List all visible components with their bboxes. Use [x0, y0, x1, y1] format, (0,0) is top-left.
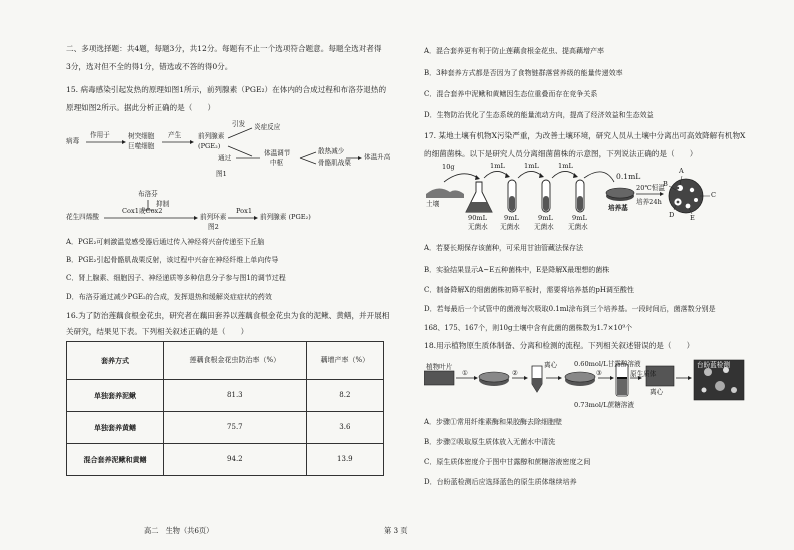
q18-figure: [424, 358, 764, 410]
left-column: [66, 0, 391, 550]
fig-culture-temp: 20℃恒温: [636, 184, 665, 192]
fig2-enzyme1: Cox1或Cox2: [122, 207, 163, 215]
fig1-inflammation: 炎症反应: [254, 123, 281, 131]
fig-tube2-label: 无菌水: [534, 223, 554, 231]
q17-figure: [424, 162, 764, 240]
q18-option-b: B．步骤②吸取原生质体放入无菌水中清洗: [424, 438, 556, 446]
fig-step3: ③: [596, 369, 602, 377]
section2-line2: 3分，选对但不全的得1分，错选或不答的得0分。: [66, 62, 233, 71]
q18-option-c: C．原生质体密度介于图中甘露醇和蔗糖溶液密度之间: [424, 458, 591, 466]
table-cell: 75.7: [164, 412, 307, 444]
q15-stem-line2: 原理如图2所示。据此分析正确的是（ ）: [66, 103, 216, 112]
q16-option-a: A．混合套养更有利于防止莲藕食根金花虫、提高藕增产率: [424, 47, 605, 55]
fig1-thermo: 体温调节: [264, 149, 291, 157]
q16-stem-line2: 关研究，结果见下表。下列相关叙述正确的是（ ）: [66, 327, 249, 336]
fig-centrifuge1: 离心: [544, 361, 558, 369]
table-header-cell: 莲藕食根金花虫防治率（%）: [164, 342, 307, 380]
fig1-pge-formula: (PGE₂): [198, 142, 221, 150]
q18-stem: 18.用示植物原生质体制备、分离和检测的流程。下列相关叙述错误的是（ ）: [424, 341, 695, 350]
table-cell: 94.2: [164, 444, 307, 476]
table-cell: 单独套养泥鳅: [67, 380, 164, 412]
table-cell: 81.3: [164, 380, 307, 412]
fig-tube3-volume: 9mL: [572, 214, 587, 222]
fig2-drug: 布洛芬: [138, 190, 158, 198]
fig-tube2-volume: 9mL: [538, 214, 553, 222]
fig-colony-c: C: [711, 191, 717, 199]
fig-sucrose1: 0.60mol/L甘露醇溶液: [574, 360, 641, 368]
q17-option-d-cont: 168、175、167个，则10g土壤中含有此菌的菌株数为1.7×10⁹个: [424, 324, 633, 332]
fig-colony-e: E: [690, 214, 695, 222]
table-header-cell: 藕增产率（%）: [306, 342, 383, 380]
fig-colony-d: D: [669, 211, 675, 219]
fig-tube2-add: 1mL: [524, 162, 539, 170]
fig-flask-label: 无菌水: [468, 223, 488, 231]
fig1-muscle: 骨骼肌战栗: [318, 159, 351, 167]
fig1-virus: 病毒: [66, 137, 80, 145]
fig1-via: 通过: [218, 154, 232, 162]
table-cell: 混合套养泥鳅和黄鳝: [67, 444, 164, 476]
fig-tube1-add: 1mL: [490, 162, 505, 170]
fig-leaf: 植物叶片: [426, 363, 453, 371]
right-column: [384, 0, 764, 550]
fig1-center: 中枢: [270, 159, 284, 167]
fig-step1: ①: [462, 369, 468, 377]
fig-colony-a: A: [679, 167, 684, 175]
q17-stem-line2: 的细菌菌株。以下是研究人员分离细菌菌株的示意图，下列说法正确的是（ ）: [424, 149, 698, 158]
fig-tube1-volume: 9mL: [504, 214, 519, 222]
q17-stem-line1: 17. 某地土壤有机物X污染严重，为改善土壤环境，研究人员从土壤中分离出可高效降解有机物X: [424, 131, 746, 140]
fig-colony-b: B: [663, 180, 668, 188]
fig2-inhibit: 抑制: [156, 200, 170, 208]
fig1-acts-on: 作用于: [90, 131, 110, 139]
q16-option-d: D．生物防治优化了生态系统的能量流动方向，提高了经济效益和生态效益: [424, 111, 654, 119]
table-cell: 3.6: [306, 412, 383, 444]
q17-option-c: C．制备降解X的细菌菌株初筛平板时，需要将培养基的pH调至酸性: [424, 286, 634, 294]
fig2-enzyme2: Pox1: [236, 207, 253, 215]
fig2-middle: 前列环素: [200, 213, 227, 221]
table-cell: 8.2: [306, 380, 383, 412]
table-row: [67, 412, 384, 444]
fig1-cause: 引发: [232, 120, 246, 128]
fig1-temp: 体温升高: [364, 153, 391, 161]
fig1-produce: 产生: [168, 131, 182, 139]
fig1-pge-name: 前列腺素: [198, 132, 225, 140]
table-cell: 单独套养黄鳝: [67, 412, 164, 444]
fig-tube3-add: 1mL: [558, 162, 573, 170]
fig2-substrate: 花生四烯酸: [66, 213, 99, 221]
q17-option-d: D．若每最后一个试管中的菌液每次吸取0.1ml涂布到三个培养基。一段时间后，菌落数分别是: [424, 305, 716, 313]
q16-table: [66, 341, 384, 476]
q15-option-b: B．PGE₂引起骨骼肌战栗反射，该过程中兴奋在神经纤维上单向传导: [66, 256, 279, 264]
q18-option-d: D．台盼蓝检测后应选择蓝色的原生质体继续培养: [424, 478, 577, 486]
fig-step2: ②: [512, 369, 518, 377]
fig2-caption: 图2: [208, 223, 219, 231]
q15-stem-line1: 15. 病毒感染引起发热的原理如图1所示，前列腺素（PGE₂）在体内的合成过程和布洛芬退热的: [66, 85, 387, 94]
table-cell: 13.9: [306, 444, 383, 476]
fig-sucrose2: 0.73mol/L蔗糖溶液: [574, 401, 634, 409]
fig-medium: 培养基: [608, 204, 628, 212]
fig1-caption: 图1: [216, 170, 227, 178]
section2-line1: 二、多项选择题：共4题，每题3分，共12分。每题有不止一个选项符合题意。每题全选对者得: [66, 44, 382, 53]
q15-option-c: C．肾上腺素、细胞因子、神经递质等多种信息分子参与图1的调节过程: [66, 274, 286, 282]
fig-centrifuge2: 离心: [650, 388, 664, 396]
fig-soil: 土壤: [426, 200, 440, 208]
fig-culture-time: 培养24h: [636, 198, 662, 206]
fig-flask-volume: 90mL: [468, 214, 488, 222]
table-header-cell: 套养方式: [67, 342, 164, 380]
fig-detect: 台盼蓝检测: [697, 361, 730, 369]
table-header-row: [67, 342, 384, 380]
fig1-heat: 散热减少: [318, 147, 345, 155]
fig-soil-mass: 10g: [442, 163, 455, 171]
figure2-arrows: [66, 190, 386, 230]
fig-plate-add: 0.1mL: [616, 172, 641, 181]
q17-option-b: B．实验结果显示A~E五种菌株中，E是降解X最理想的菌株: [424, 266, 610, 274]
fig1-macrophage: 巨噬细胞: [128, 142, 155, 150]
fig-interface: 原生质体: [630, 370, 657, 378]
table-row: [67, 380, 384, 412]
q15-figure1: [66, 118, 391, 188]
q16-option-c: C．混合套养中泥鳅和黄鳝因生态位重叠而存在竞争关系: [424, 90, 598, 98]
fig1-dendritic-cell: 树突细胞: [128, 132, 155, 140]
q18-option-a: A．步骤①常用纤维素酶和果胶酶去除细胞壁: [424, 418, 563, 426]
table-row: [67, 444, 384, 476]
q15-option-d: D．布洛芬通过减少PGE₂的合成，发挥退热和缓解炎症症状的药效: [66, 293, 272, 301]
fig-tube3-label: 无菌水: [568, 223, 588, 231]
q16-stem-line1: 16.为了防治莲藕食根金花虫，研究者在藕田套养以莲藕食根金花虫为食的泥鳅、黄鳝，并开展相: [66, 311, 390, 320]
q15-option-a: A．PGE₂可刺激温觉感受器后通过传入神经将兴奋传递至下丘脑: [66, 238, 265, 246]
q15-figure2: [66, 190, 386, 230]
fig2-product: 前列腺素 (PGE₂): [260, 213, 311, 221]
footer-left: 高二 生物（共6页）: [144, 526, 214, 535]
footer-right: 第 3 页: [384, 526, 408, 535]
q16-option-b: B．3种套养方式都是否因为了食物链群落营养级的能量传递效率: [424, 69, 623, 77]
q17-option-a: A．若要长期保存该菌种，可采用甘油管藏法保存法: [424, 244, 584, 252]
fig-tube1-label: 无菌水: [500, 223, 520, 231]
